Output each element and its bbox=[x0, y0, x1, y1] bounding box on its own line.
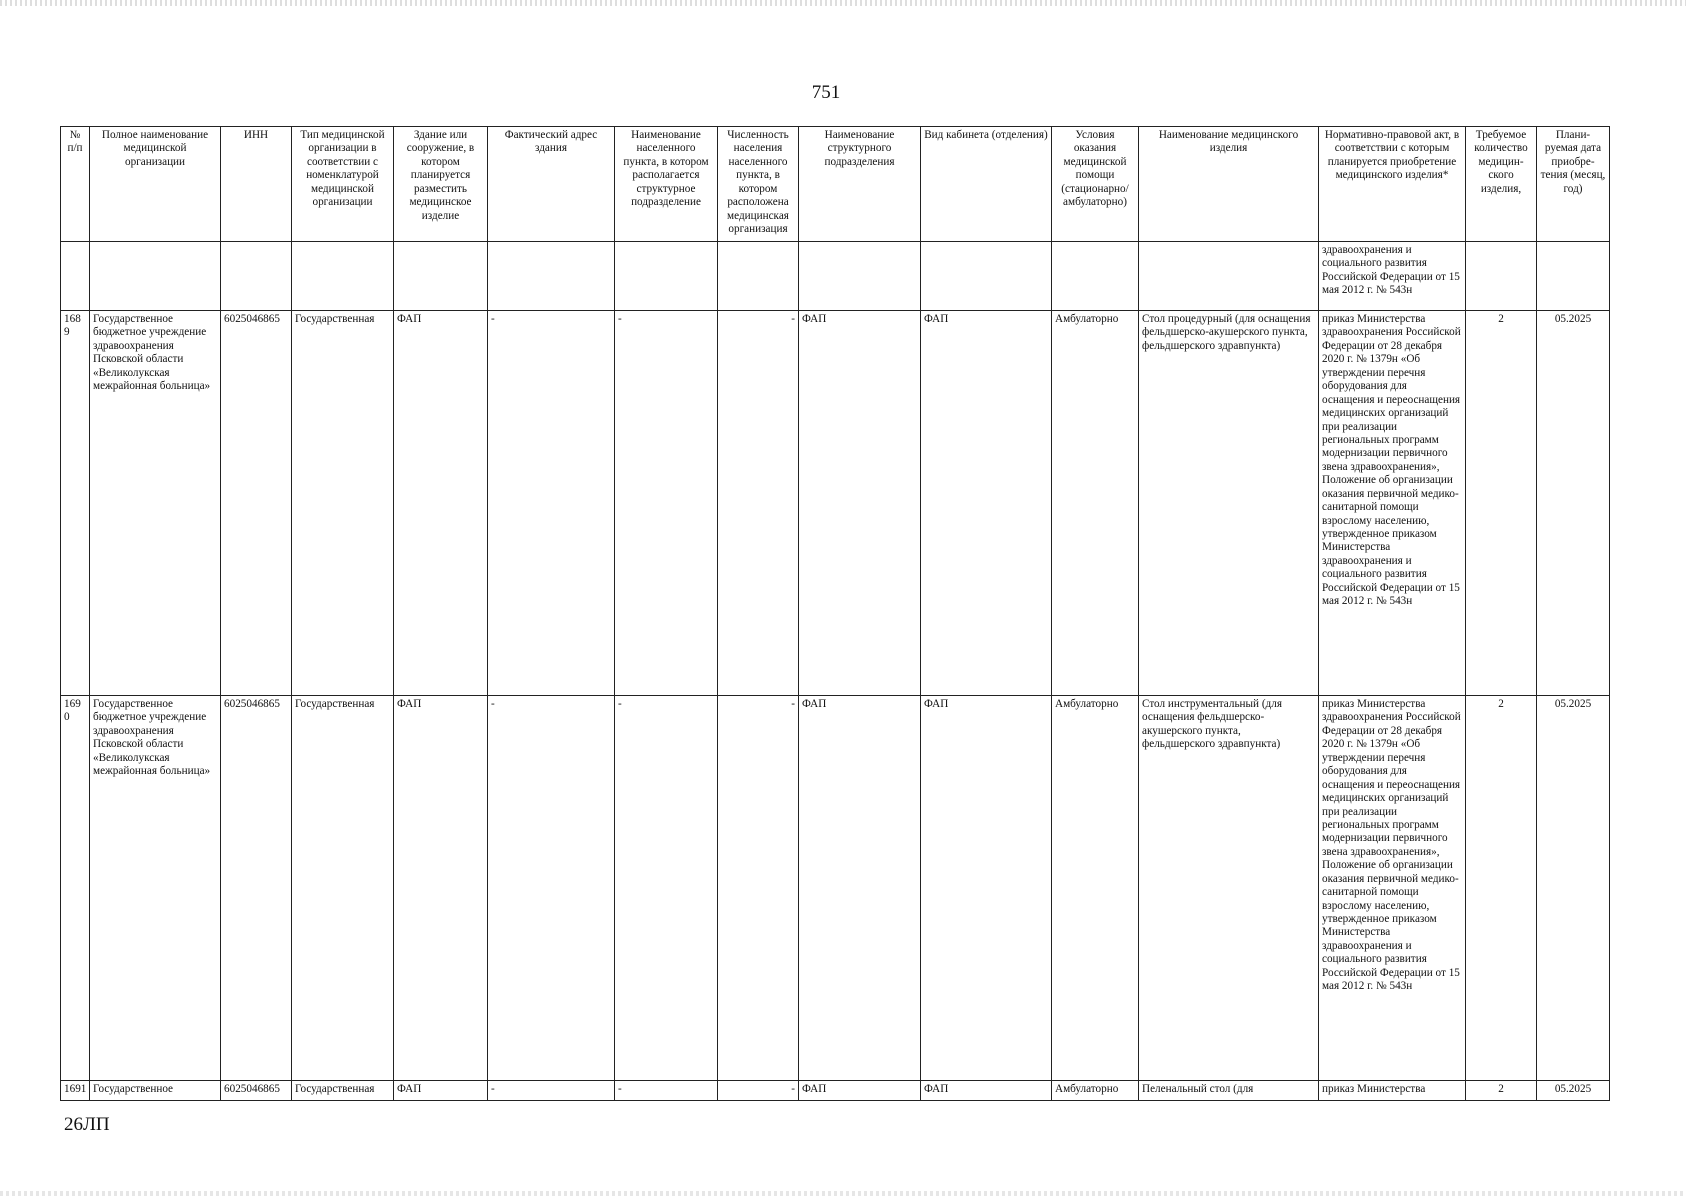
table-cell bbox=[1139, 242, 1319, 311]
table-cell bbox=[394, 242, 488, 311]
address: - bbox=[488, 311, 615, 696]
table-cell bbox=[921, 242, 1052, 311]
header-cell: Плани-руемая дата приобре-тения (месяц, год) bbox=[1537, 127, 1610, 242]
structural-unit: ФАП bbox=[799, 311, 921, 696]
address: - bbox=[488, 1081, 615, 1101]
organization-type: Государственная bbox=[292, 696, 394, 1081]
header-cell: Требуемое количество медицин-ского изделия, bbox=[1466, 127, 1537, 242]
planned-date: 05.2025 bbox=[1537, 696, 1610, 1081]
structural-unit: ФАП bbox=[799, 1081, 921, 1101]
table-cell bbox=[615, 242, 718, 311]
building: ФАП bbox=[394, 1081, 488, 1101]
table-cell bbox=[221, 242, 292, 311]
device-name: Стол инструментальный (для оснащения фельдшерско-акушерского пункта, фельдшерского здравпункта) bbox=[1139, 696, 1319, 1081]
population: - bbox=[718, 311, 799, 696]
table-cell bbox=[718, 242, 799, 311]
header-cell: Условия оказания медицинской помощи (стационарно/ амбулаторно) bbox=[1052, 127, 1139, 242]
equipment-table bbox=[60, 126, 1610, 1101]
table-row bbox=[61, 311, 1610, 696]
settlement: - bbox=[615, 311, 718, 696]
quantity: 2 bbox=[1466, 696, 1537, 1081]
inn-value: 6025046865 bbox=[221, 1081, 292, 1101]
page-number: 751 bbox=[811, 82, 841, 103]
table-header-row bbox=[61, 127, 1610, 242]
header-cell: Наименование населенного пункта, в котором располагается структурное подразделение bbox=[615, 127, 718, 242]
inn-value: 6025046865 bbox=[221, 696, 292, 1081]
care-conditions: Амбулаторно bbox=[1052, 1081, 1139, 1101]
structural-unit: ФАП bbox=[799, 696, 921, 1081]
row-number: 1690 bbox=[61, 696, 90, 1081]
device-name: Пеленальный стол (для bbox=[1139, 1081, 1319, 1101]
quantity: 2 bbox=[1466, 311, 1537, 696]
cabinet-type: ФАП bbox=[921, 696, 1052, 1081]
header-cell: Фактический адрес здания bbox=[488, 127, 615, 242]
legal-act: приказ Министерства здравоохранения Российской Федерации от 28 декабря 2020 г. № 1379н «Об утверждении перечня оборудования для оснащения и переоснащения медицинских организаций при реализации региональных программ модернизации первичного звена здравоохранения», Положение об организации оказания первичной медико-санитарной помощи взрослому населению, утвержденное приказом Министерства здравоохранения и социального развития Российской Федерации от 15 мая 2012 г. № 543н bbox=[1319, 696, 1466, 1081]
header-cell: Вид кабинета (отделения) bbox=[921, 127, 1052, 242]
table-row bbox=[61, 696, 1610, 1081]
legal-act: приказ Министерства здравоохранения Российской Федерации от 28 декабря 2020 г. № 1379н «Об утверждении перечня оборудования для оснащения и переоснащения медицинских организаций при реализации региональных программ модернизации первичного звена здравоохранения», Положение об организации оказания первичной медико-санитарной помощи взрослому населению, утвержденное приказом Министерства здравоохранения и социального развития Российской Федерации от 15 мая 2012 г. № 543н bbox=[1319, 311, 1466, 696]
header-cell: Тип медицинской организации в соответствии с номенклатурой медицинской организации bbox=[292, 127, 394, 242]
settlement: - bbox=[615, 1081, 718, 1101]
organization-name: Государственное бюджетное учреждение здравоохранения Псковской области «Великолукская межрайонная больница» bbox=[90, 696, 221, 1081]
header-cell: Нормативно-правовой акт, в соответствии с которым планируется приобретение медицинского изделия* bbox=[1319, 127, 1466, 242]
care-conditions: Амбулаторно bbox=[1052, 696, 1139, 1081]
table-cell bbox=[1466, 242, 1537, 311]
table-row bbox=[61, 1081, 1610, 1101]
organization-name: Государственное bbox=[90, 1081, 221, 1101]
cabinet-type: ФАП bbox=[921, 1081, 1052, 1101]
row-number: 1689 bbox=[61, 311, 90, 696]
building: ФАП bbox=[394, 696, 488, 1081]
building: ФАП bbox=[394, 311, 488, 696]
address: - bbox=[488, 696, 615, 1081]
table-cell bbox=[799, 242, 921, 311]
header-cell: Наименование медицинского изделия bbox=[1139, 127, 1319, 242]
header-cell: Здание или сооружение, в котором планируется разместить медицинское изделие bbox=[394, 127, 488, 242]
population: - bbox=[718, 696, 799, 1081]
header-cell: Полное наименование медицинской организации bbox=[90, 127, 221, 242]
planned-date: 05.2025 bbox=[1537, 311, 1610, 696]
planned-date: 05.2025 bbox=[1537, 1081, 1610, 1101]
header-cell: ИНН bbox=[221, 127, 292, 242]
organization-type: Государственная bbox=[292, 1081, 394, 1101]
legal-act: приказ Министерства bbox=[1319, 1081, 1466, 1101]
table-cell bbox=[61, 242, 90, 311]
header-cell: Численность населения населенного пункта, в котором расположена медицинская организация bbox=[718, 127, 799, 242]
table-cell bbox=[1052, 242, 1139, 311]
settlement: - bbox=[615, 696, 718, 1081]
inn-value: 6025046865 bbox=[221, 311, 292, 696]
population: - bbox=[718, 1081, 799, 1101]
organization-name: Государственное бюджетное учреждение здравоохранения Псковской области «Великолукская межрайонная больница» bbox=[90, 311, 221, 696]
table-cell bbox=[1537, 242, 1610, 311]
scan-edge-top bbox=[0, 0, 1686, 6]
header-cell: № п/п bbox=[61, 127, 90, 242]
table-cell bbox=[90, 242, 221, 311]
device-name: Стол процедурный (для оснащения фельдшерско-акушерского пункта, фельдшерского здравпункта) bbox=[1139, 311, 1319, 696]
header-cell: Наименование структурного подразделения bbox=[799, 127, 921, 242]
table-cell bbox=[488, 242, 615, 311]
organization-type: Государственная bbox=[292, 311, 394, 696]
care-conditions: Амбулаторно bbox=[1052, 311, 1139, 696]
table-cell bbox=[292, 242, 394, 311]
row-number: 1691 bbox=[61, 1081, 90, 1101]
cabinet-type: ФАП bbox=[921, 311, 1052, 696]
table-row-continuation bbox=[61, 242, 1610, 311]
quantity: 2 bbox=[1466, 1081, 1537, 1101]
footer-code: 26ЛП bbox=[64, 1114, 110, 1135]
scan-edge-bottom bbox=[0, 1191, 1686, 1196]
table-cell: здравоохранения и социального развития Российской Федерации от 15 мая 2012 г. № 543н bbox=[1319, 242, 1466, 311]
